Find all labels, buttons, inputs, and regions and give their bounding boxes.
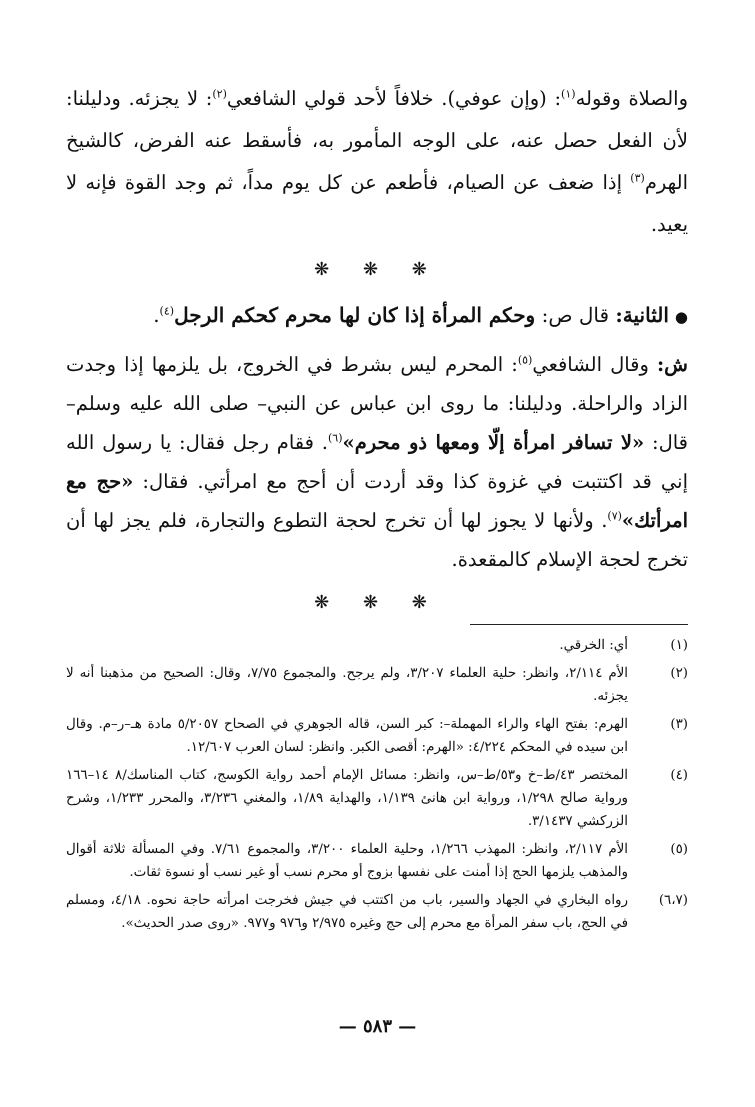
footnote-item: [66, 889, 688, 935]
footnote-item: [66, 662, 688, 708]
footnote-ref[interactable]: (٢): [212, 87, 227, 101]
text-segment: : المحرم ليس بشرط في الخروج، بل يلزمها إذا وجدت الزاد والراحلة. ودليلنا: ما روى ابن عباس عن النبي– صلى الله عليه وسلم– قال:: [66, 353, 688, 454]
text-segment: والصلاة وقوله: [575, 87, 688, 110]
footnote-ref[interactable]: (٦): [327, 431, 343, 445]
footnotes: [66, 634, 688, 940]
hadith-quote: «حج مع امرأتك»: [66, 470, 688, 532]
text-segment: . فقام رجل فقال: يا رسول الله إني قد اكتتبت في غزوة كذا وقد أردت أن أحج مع امرأتي. فقال:: [66, 431, 688, 493]
footnote-ref[interactable]: (٥): [517, 353, 533, 367]
footnote-number: (٥): [670, 842, 688, 857]
footnote-text: الأم ٢/١١٧، وانظر: المهذب ١/٢٦٦، وحلية العلماء ٣/٢٠٠، والمجموع ٧/٦١. وفي المسألة ثلاثة أقوال والمذهب يلزمها الحج إذا أمنت على نفسها بزوج أو محرم نسب أو غير نسب أو نسوة ثقات.: [66, 842, 628, 880]
footnote-text: الهرم: بفتح الهاء والراء المهملة–: كبر السن، قاله الجوهري في الصحاح ٥/٢٠٥٧ مادة هـ–ر–م. وقال ابن سيده في المحكم ٤/٢٢٤: «الهرم: أقصى الكبر. وانظر: لسان العرب ١٢/٦٠٧.: [66, 717, 628, 755]
text-segment: . ولأنها لا يجوز لها أن تخرج لحجة التطوع والتجارة، فلم يجز لها أن تخرج لحجة الإسلام كالمقعدة.: [66, 509, 688, 571]
text-segment: .: [153, 303, 160, 327]
footnote-number: (٣): [670, 717, 688, 732]
footnote-text: المختصر ٤٣/ط–خ و٥٣/ط–س، وانظر: مسائل الإمام أحمد رواية الكوسج، كتاب المناسك/٨ ١٤–١٦٦ ورواية صالح ١/٢٩٨، ورواية ابن هانئ ١/١٣٩، والهداية ١/٨٩، والمغني ٣/٢٣٦، والمحرر ١/٢٣٣، وشرح الزركشي ٣/١٤٣٧.: [66, 768, 629, 829]
footnote-number: (٤): [670, 768, 688, 783]
issue-label: الثانية:: [615, 303, 669, 327]
footnote-ref[interactable]: (١): [561, 87, 576, 101]
text-segment: وقال الشافعي: [532, 353, 657, 376]
footnote-number: (٢): [670, 666, 688, 681]
footnote-item: [66, 713, 688, 759]
bullet-icon: ●: [674, 308, 688, 326]
footnote-text: رواه البخاري في الجهاد والسير، باب من اكتتب في جيش فخرجت امرأته حاجة نحوه. ٤/١٨، ومسلم في الحج، باب سفر المرأة مع محرم إلى حج وغيره ٢/٩٧٥ و٩٧٦ و٩٧٧. «روى صدر الحديث».: [66, 893, 628, 931]
footnote-ref[interactable]: (٤): [159, 304, 175, 318]
commentary-lead: ش:: [656, 353, 688, 376]
issue-heading: [66, 293, 688, 339]
footnote-number: (٦،٧): [658, 893, 688, 908]
hadith-quote: «لا تسافر امرأة إلّا ومعها ذو محرم»: [342, 431, 645, 454]
footnote-divider: [470, 624, 688, 625]
footnote-item: [66, 634, 688, 657]
text-segment: : لا يجزئه. ودليلنا: لأن الفعل حصل عنه، على الوجه المأمور به، فأسقط عنه الفرض، كالشيخ الهرم: [66, 87, 688, 194]
text-segment: إذا ضعف عن الصيام، فأطعم عن كل يوم مداً، ثم وجد القوة فإنه لا يعيد.: [66, 171, 688, 236]
footnote-number: (١): [670, 638, 688, 653]
footnote-text: أي: الخرقي.: [559, 638, 628, 653]
paragraph-1: [66, 78, 688, 246]
section-separator: ❋ ❋ ❋: [314, 259, 441, 280]
section-separator: ❋ ❋ ❋: [314, 592, 441, 613]
page-number: — ٥٨٣ —: [338, 1016, 417, 1037]
text-segment: قال ص:: [535, 303, 616, 327]
footnote-item: [66, 838, 688, 884]
footnote-ref[interactable]: (٣): [630, 171, 645, 185]
footnote-text: الأم ٢/١١٤، وانظر: حلية العلماء ٣/٢٠٧، ولم يرجح. والمجموع ٧/٧٥، وقال: الصحيح من مذهبنا أنه لا يجزئه.: [66, 666, 629, 704]
text-segment: : (وإن عوفي). خلافاً لأحد قولي الشافعي: [226, 87, 562, 110]
footnote-ref[interactable]: (٧): [607, 509, 622, 523]
footnote-item: [66, 764, 688, 833]
paragraph-2: [66, 345, 688, 579]
issue-statement: وحكم المرأة إذا كان لها محرم كحكم الرجل: [174, 303, 536, 327]
